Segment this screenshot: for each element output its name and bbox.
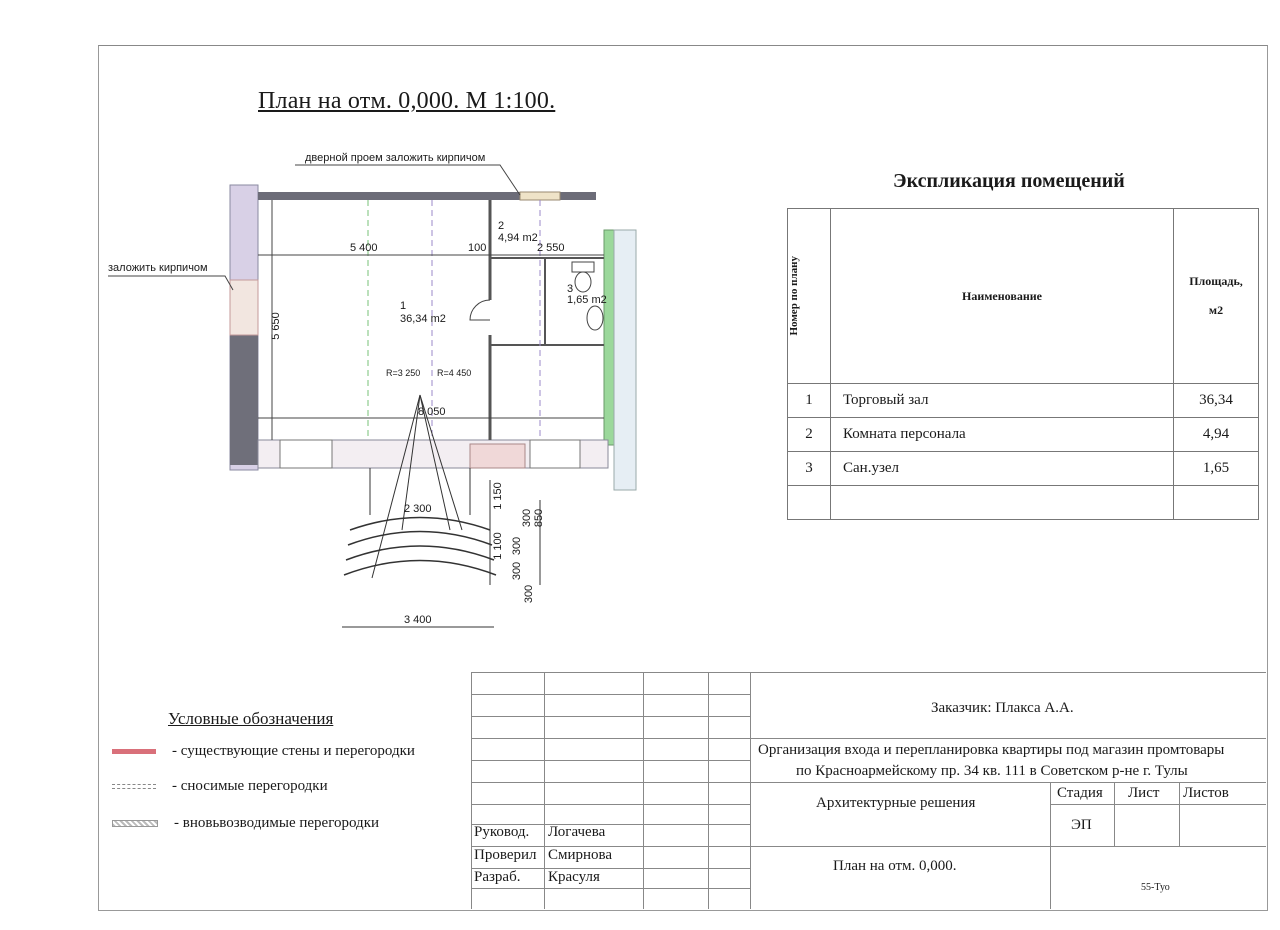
header-area-l1: Площадь, (1189, 274, 1243, 288)
name-lead: Логачева (548, 824, 606, 840)
left-wall-dark (230, 335, 258, 465)
dim-100: 100 (468, 242, 487, 254)
explication-header-row (788, 209, 1259, 384)
table-row-empty (788, 486, 1259, 520)
window-left (280, 440, 332, 468)
note-wall: заложить кирпичом (108, 262, 208, 274)
row-area: 1,65 (1174, 452, 1259, 486)
note-wall-leader (108, 276, 233, 290)
drawing-name: План на отм. 0,000. (833, 858, 957, 874)
legend-text: - существующие стены и перегородки (172, 743, 415, 759)
header-name: Наименование (831, 209, 1174, 384)
dim-1100: 1 100 (491, 532, 504, 560)
header-area (1174, 209, 1259, 384)
rule (544, 672, 545, 909)
explication-table (787, 208, 1259, 520)
stage-header: Стадия (1057, 785, 1103, 801)
room-3-num: 3 (567, 283, 574, 295)
note-door-leader (295, 165, 520, 195)
step-4 (344, 561, 496, 576)
room-2-area: 4,94 m2 (498, 232, 538, 244)
row-name: Торговый зал (831, 384, 1174, 418)
sink (587, 306, 603, 330)
dim-850: 850 (533, 508, 546, 528)
dim-300c: 300 (511, 561, 524, 581)
left-wall-infill (230, 280, 258, 335)
empty-cell (1174, 486, 1259, 520)
radius-line-1 (372, 395, 420, 578)
empty-cell (831, 486, 1174, 520)
entrance-infill (470, 444, 525, 468)
row-area: 4,94 (1174, 418, 1259, 452)
header-num (788, 209, 831, 384)
toilet-tank (572, 262, 594, 272)
row-num: 3 (788, 452, 831, 486)
window-right (530, 440, 580, 468)
legend-title: Условные обозначения (168, 709, 334, 728)
table-row (788, 384, 1259, 418)
customer: Заказчик: Плакса А.А. (931, 700, 1074, 716)
role-lead: Руковод. (474, 824, 530, 840)
rule (750, 672, 751, 909)
dim-5650: 5 650 (269, 312, 282, 340)
row-name: Комната персонала (831, 418, 1174, 452)
rule (471, 738, 1266, 739)
role-developer: Разраб. (474, 869, 521, 885)
dim-1150: 1 150 (491, 482, 504, 510)
room-3-area: 1,65 m2 (567, 294, 607, 306)
legend-swatch-new (112, 820, 158, 827)
right-wall (604, 230, 614, 445)
door-swing (470, 300, 490, 320)
project-code: 55-Туо (1141, 882, 1170, 893)
legend-swatch-demolished (112, 784, 156, 789)
dim-300a: 300 (511, 536, 524, 556)
role-checked: Проверил (474, 847, 537, 863)
dim-300d: 300 (523, 584, 536, 604)
rule (471, 782, 1266, 783)
legend-text: - сносимые перегородки (172, 778, 328, 794)
sheets-header: Листов (1183, 785, 1229, 801)
project-line-2: по Красноармейскому пр. 34 кв. 111 в Советском р-не г. Тулы (796, 763, 1188, 779)
plan-title: План на отм. 0,000. М 1:100. (258, 88, 556, 114)
room-1-area: 36,34 m2 (400, 313, 446, 325)
dim-300b: 300 (521, 508, 534, 528)
rule (471, 672, 1266, 673)
rule (1179, 782, 1180, 846)
section: Архитектурные решения (816, 795, 976, 811)
sheet-header: Лист (1128, 785, 1160, 801)
step-2 (348, 532, 492, 546)
empty-cell (788, 486, 831, 520)
note-door: дверной проем заложить кирпичом (305, 152, 486, 164)
step-3 (346, 546, 494, 560)
row-name: Сан.узел (831, 452, 1174, 486)
legend-text: - вновьвозводимые перегородки (174, 815, 380, 831)
name-developer: Красуля (548, 869, 600, 885)
room-2-num: 2 (498, 220, 505, 232)
dim-2300: 2 300 (404, 503, 432, 515)
legend-item-demolished (112, 778, 328, 795)
rule (1050, 804, 1266, 805)
rule (1114, 782, 1115, 846)
rule (1050, 782, 1051, 909)
dim-r1: R=3 250 (386, 368, 421, 378)
row-area: 36,34 (1174, 384, 1259, 418)
step-1 (350, 518, 490, 531)
toilet-bowl (575, 272, 591, 292)
legend-item-existing (112, 743, 415, 760)
table-row (788, 418, 1259, 452)
dim-r2: R=4 450 (437, 368, 472, 378)
name-checked: Смирнова (548, 847, 613, 863)
rule (708, 672, 709, 909)
title-block (471, 672, 1266, 909)
header-area-l2: м2 (1208, 303, 1224, 317)
dim-5400: 5 400 (350, 242, 378, 254)
dim-8050: 8 050 (418, 406, 446, 418)
header-num-text: Номер по плану (788, 256, 800, 336)
explication-title: Экспликация помещений (893, 170, 1125, 192)
room-1-num: 1 (400, 300, 407, 312)
rule (471, 672, 472, 909)
legend-swatch-existing (112, 749, 156, 754)
rule (643, 672, 644, 909)
stage-value: ЭП (1071, 817, 1092, 833)
right-wall-outer (614, 230, 636, 490)
door-infill (520, 192, 560, 200)
dim-3400: 3 400 (404, 614, 432, 626)
row-num: 2 (788, 418, 831, 452)
dim-2550: 2 550 (537, 242, 565, 254)
table-row (788, 452, 1259, 486)
project-line-1: Организация входа и перепланировка квартиры под магазин промтовары (758, 742, 1225, 758)
legend-item-new (112, 815, 379, 832)
row-num: 1 (788, 384, 831, 418)
